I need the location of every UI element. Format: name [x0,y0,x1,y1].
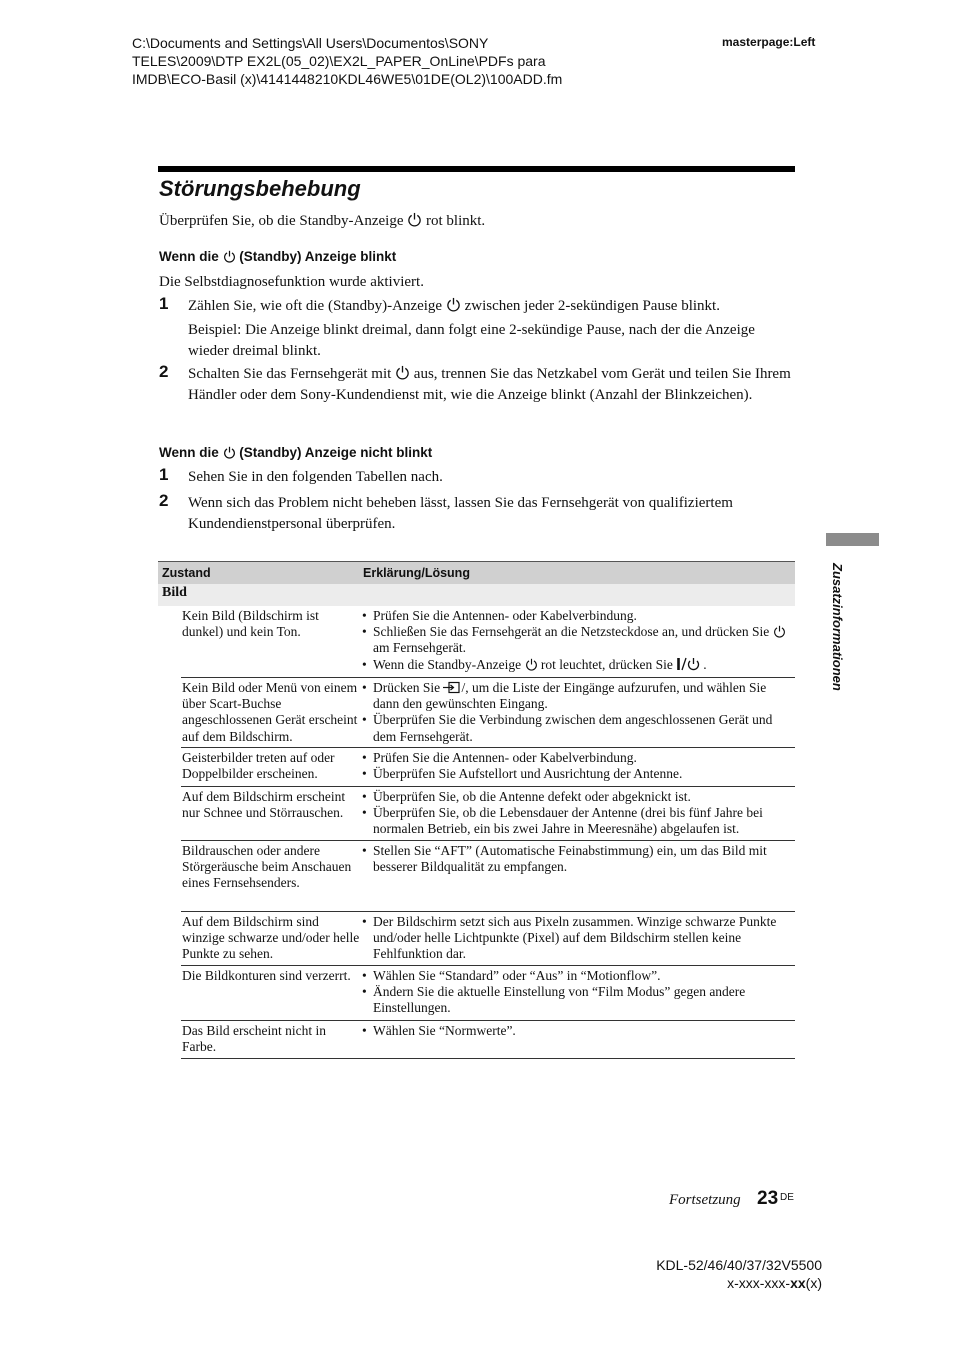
not-blinking-heading-pre: Wenn die [159,445,219,460]
table-row [181,966,795,1021]
standby-power-icon [446,297,461,312]
language-code: DE [780,1192,794,1203]
side-tab-label: Zusatzinformationen [830,563,845,691]
column-header-zustand: Zustand [162,566,211,580]
not-blinking-step1: Sehen Sie in den folgenden Tabellen nach. [188,469,443,485]
side-tab-marker [826,533,879,546]
continuation-label: Fortsetzung [669,1192,741,1208]
condition-cell: Die Bildkonturen sind verzerrt. [182,968,351,983]
step-number: 2 [159,362,169,381]
file-path-line: IMDB\ECO-Basil (x)\4141448210KDL46WE5\01DE(OL2)\100ADD.fm [132,71,563,87]
condition-cell: Geisterbilder treten auf oder Doppelbilder erscheinen. [182,750,335,782]
solution-text: am Fernsehgerät. [373,640,466,656]
solution-bullet [362,624,792,656]
blinking-step2-post: aus, trennen Sie das Netzkabel vom Gerät und teilen Sie Ihrem Händler oder dem Sony-Kundendienst mit, wie die Anzeige blinkt (Anzahl der Blinkzeichen). [188,366,791,403]
solution-bullet: • Ändern Sie die aktuelle Einstellung von “Film Modus” gegen andere Einstellungen. [362,984,792,1016]
blinking-heading-pre: Wenn die [159,249,219,264]
solution-bullet: • Wählen Sie “Normwerte”. [362,1023,792,1039]
solution-bullet: • Wählen Sie “Standard” oder “Aus” in “Motionflow”. [362,968,792,984]
document-code [656,1274,822,1292]
blinking-heading [159,249,396,264]
masterpage-label: masterpage:Left [722,35,816,49]
blinking-step1-example: Beispiel: Die Anzeige blinkt dreimal, dann folgt eine 2-sekündige Pause, nach der die Anzeige wieder dreimal blinkt. [188,322,755,359]
solution-text: Schließen Sie das Fernsehgerät an die Netzsteckdose an, und drücken Sie [373,624,770,640]
table-row [181,606,795,678]
category-label: Bild [162,585,187,600]
document-code-pre: x-xxx-xxx- [727,1275,791,1291]
table-row [181,748,795,787]
input-select-icon [443,681,461,694]
step-number: 1 [159,294,169,313]
solution-bullet [362,657,792,673]
solution-bullet: • Stellen Sie “AFT” (Automatische Feinabstimmung) ein, um das Bild mit besserer Bildqualität zu empfangen. [362,843,792,875]
blinking-step2 [188,364,798,405]
table-header [158,561,795,584]
solution-cell [362,968,792,1017]
condition-cell: Kein Bild (Bildschirm ist dunkel) und kein Ton. [182,608,319,640]
table-row [181,1021,795,1059]
solution-cell [362,750,792,782]
solution-cell [362,789,792,838]
document-code-post: (x) [805,1275,822,1291]
blinking-step1 [188,296,798,317]
condition-cell: Kein Bild oder Menü von einem über Scart-Buchse angeschlossenen Gerät erscheint auf dem Bildschirm. [182,680,358,744]
standby-power-icon [223,446,236,459]
solution-bullet: • Überprüfen Sie Aufstellort und Ausrichtung der Antenne. [362,766,792,782]
blinking-step1-pre: Zählen Sie, wie oft die (Standby)-Anzeige [188,298,443,314]
solution-bullet [362,680,792,712]
blinking-step1-post: zwischen jeder 2-sekündigen Pause blinkt. [464,298,720,314]
solution-text: rot leuchtet, drücken Sie [540,656,673,672]
file-path-line: TELES\2009\DTP EX2L(05_02)\EX2L_PAPER_OnLine\PDFs para [132,53,546,69]
intro-text-post: rot blinkt. [426,213,486,229]
solution-cell [362,680,792,745]
power-icon [773,625,786,638]
condition-cell: Auf dem Bildschirm sind winzige schwarze und/oder helle Punkte zu sehen. [182,914,360,962]
standby-power-icon [223,250,236,263]
intro-text [159,211,485,232]
page-number: 23 [757,1188,779,1209]
standby-power-icon [525,658,538,671]
not-blinking-heading [159,445,432,460]
section-title: Störungsbehebung [159,176,361,201]
file-path-line: C:\Documents and Settings\All Users\Documentos\SONY [132,35,489,51]
power-icon [395,365,410,380]
model-info [656,1256,822,1292]
solution-text: /, um die Liste der Eingänge aufzurufen, und wählen Sie dann den gewünschten Eingang. [373,680,767,712]
standby-power-icon [407,212,422,227]
solution-cell [362,608,792,673]
solution-bullet: • Prüfen Sie die Antennen- oder Kabelverbindung. [362,750,792,766]
solution-bullet: • Überprüfen Sie, ob die Antenne defekt oder abgeknickt ist. [362,789,792,805]
solution-text: . [703,656,707,672]
intro-text-pre: Überprüfen Sie, ob die Standby-Anzeige [159,213,404,229]
column-header-loesung: Erklärung/Lösung [363,566,470,580]
condition-cell: Bildrauschen oder andere Störgeräusche beim Anschauen eines Fernsehsenders. [182,843,352,891]
file-path [132,34,562,88]
solution-bullet: • Überprüfen Sie, ob die Lebensdauer der Antenne (drei bis fünf Jahre bei normalen Betrieb, ein bis zwei Jahre in Meeresnähe) abgelaufen ist. [362,805,792,837]
document-code-bold: xx [790,1275,806,1291]
solution-text: Wenn die Standby-Anzeige [373,656,522,672]
solution-cell [362,914,792,963]
solution-bullet: • Überprüfen Sie die Verbindung zwischen dem angeschlossenen Gerät und dem Fernsehgerät. [362,712,792,744]
model-number: KDL-52/46/40/37/32V5500 [656,1257,822,1273]
condition-cell: Auf dem Bildschirm erscheint nur Schnee und Störrauschen. [182,789,346,821]
step-number: 2 [159,491,169,510]
blinking-heading-post: (Standby) Anzeige blinkt [239,249,397,264]
table-row [181,841,795,912]
blinking-lead: Die Selbstdiagnosefunktion wurde aktiviert. [159,274,424,290]
step-number: 1 [159,465,169,484]
table-row [181,678,795,748]
solution-cell [362,843,792,875]
table-row [181,912,795,966]
title-rule [158,166,795,172]
table-row [181,787,795,841]
solution-text: Drücken Sie [373,680,441,695]
condition-cell: Das Bild erscheint nicht in Farbe. [182,1023,326,1055]
on-standby-icon [676,657,703,671]
solution-bullet: • Prüfen Sie die Antennen- oder Kabelverbindung. [362,608,792,624]
not-blinking-heading-post: (Standby) Anzeige nicht blinkt [239,445,433,460]
solution-bullet: • Der Bildschirm setzt sich aus Pixeln zusammen. Winzige schwarze Punkte und/oder helle Lichtpunkte (Pixel) auf dem Bildschirm stellen keine Fehlfunktion dar. [362,914,792,963]
table-category-row [158,584,795,606]
blinking-step2-pre: Schalten Sie das Fernsehgerät mit [188,366,392,382]
solution-cell [362,1023,792,1039]
not-blinking-step2: Wenn sich das Problem nicht beheben lässt, lassen Sie das Fernsehgerät von qualifiziertem Kundendienstpersonal überprüfen. [188,495,733,532]
